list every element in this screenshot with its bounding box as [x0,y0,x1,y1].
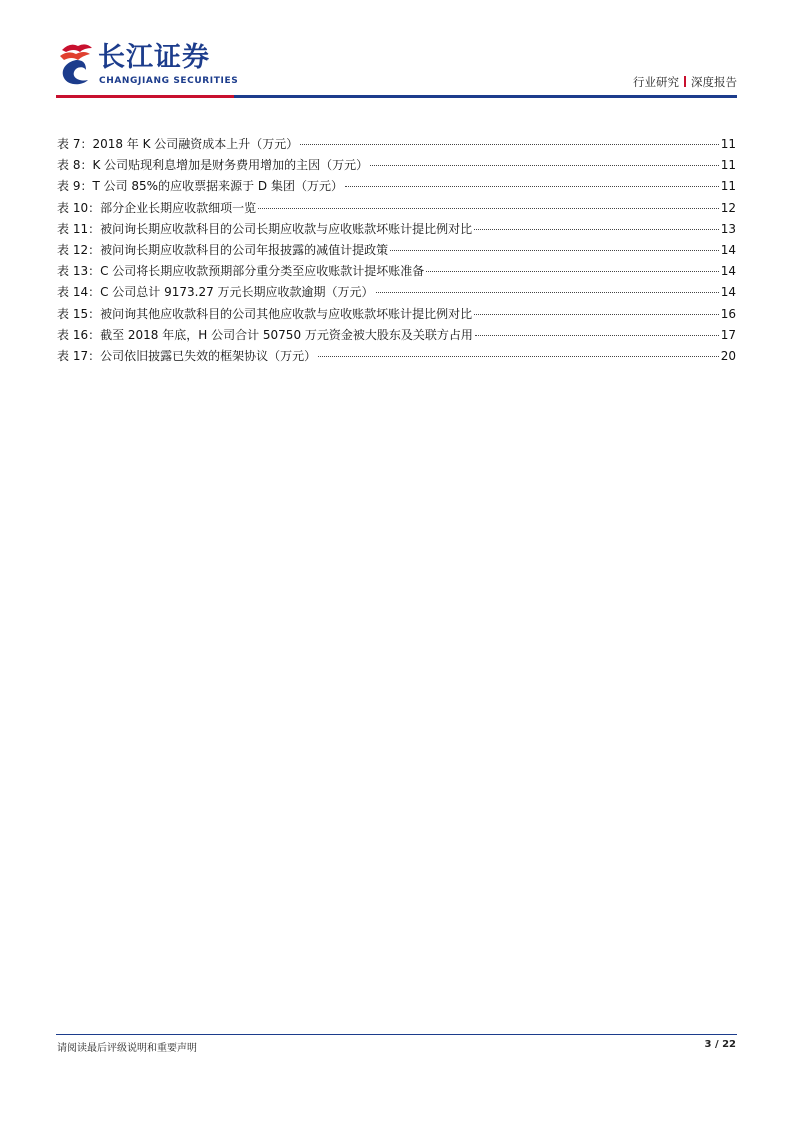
logo-english-name: CHANGJIANG SECURITIES [99,76,239,86]
toc-entry[interactable] [57,304,736,325]
header-separator [684,76,686,87]
logo-chinese-name: 长江证券 [98,42,210,73]
toc-entry-page: 14 [720,264,736,279]
header-category: 行业研究 [633,75,679,89]
toc-leader-dots [390,250,719,251]
toc-entry-label: 表 14：C 公司总计 9173.27 万元长期应收款逾期（万元） [57,285,374,300]
toc-entry-label: 表 17：公司依旧披露已失效的框架协议（万元） [57,348,317,363]
toc-entry[interactable] [57,240,736,261]
footer-rule [56,1034,737,1035]
changjiang-logo-icon [56,40,94,88]
toc-entry-page: 12 [720,200,736,215]
page-header [56,38,737,100]
toc-leader-dots [426,271,718,272]
table-of-figures [57,134,736,367]
toc-entry-label: 表 13：C 公司将长期应收款预期部分重分类至应收账款计提坏账准备 [57,264,425,279]
toc-leader-dots [376,292,719,293]
toc-entry-label: 表 12：被问询长期应收款科目的公司年报披露的减值计提政策 [57,242,389,257]
header-rule-accent [56,95,234,98]
toc-leader-dots [318,356,719,357]
toc-entry-page: 14 [720,285,736,300]
toc-entry-label: 表 15：被问询其他应收款科目的公司其他应收款与应收账款坏账计提比例对比 [57,306,473,321]
toc-entry-page: 17 [720,327,736,342]
toc-leader-dots [300,144,718,145]
toc-entry[interactable] [57,176,736,197]
footer-disclaimer: 请阅读最后评级说明和重要声明 [57,1043,197,1054]
toc-leader-dots [475,335,719,336]
toc-entry[interactable] [57,346,736,367]
toc-leader-dots [258,208,719,209]
toc-leader-dots [370,165,719,166]
toc-entry-label: 表 11：被问询长期应收款科目的公司长期应收款与应收账款坏账计提比例对比 [57,221,473,236]
toc-entry-page: 11 [720,137,736,151]
toc-leader-dots [474,314,719,315]
toc-entry[interactable] [57,155,736,176]
toc-entry-page: 11 [720,179,736,194]
toc-entry[interactable] [57,282,736,303]
toc-leader-dots [474,229,719,230]
toc-entry-page: 20 [720,348,736,363]
toc-entry-label: 表 10：部分企业长期应收款细项一览 [57,200,257,215]
toc-leader-dots [345,186,719,187]
header-report-type: 深度报告 [691,75,737,89]
toc-entry-page: 13 [720,221,736,236]
header-report-tags [633,74,737,90]
toc-entry-label: 表 9：T 公司 85%的应收票据来源于 D 集团（万元） [57,179,343,194]
footer-page-number: 3 / 22 [704,1039,736,1050]
toc-entry[interactable] [57,261,736,282]
toc-entry-page: 11 [720,158,736,173]
toc-entry-page: 14 [720,242,736,257]
toc-entry-page: 16 [720,306,736,321]
toc-entry[interactable] [57,219,736,240]
toc-entry-label: 表 16：截至 2018 年底，H 公司合计 50750 万元资金被大股东及关联方占用 [57,327,473,342]
toc-entry[interactable] [57,134,736,155]
toc-entry[interactable] [57,325,736,346]
toc-entry[interactable] [57,198,736,219]
toc-entry-label: 表 7：2018 年 K 公司融资成本上升（万元） [57,137,299,151]
toc-entry-label: 表 8：K 公司贴现利息增加是财务费用增加的主因（万元） [57,158,369,173]
